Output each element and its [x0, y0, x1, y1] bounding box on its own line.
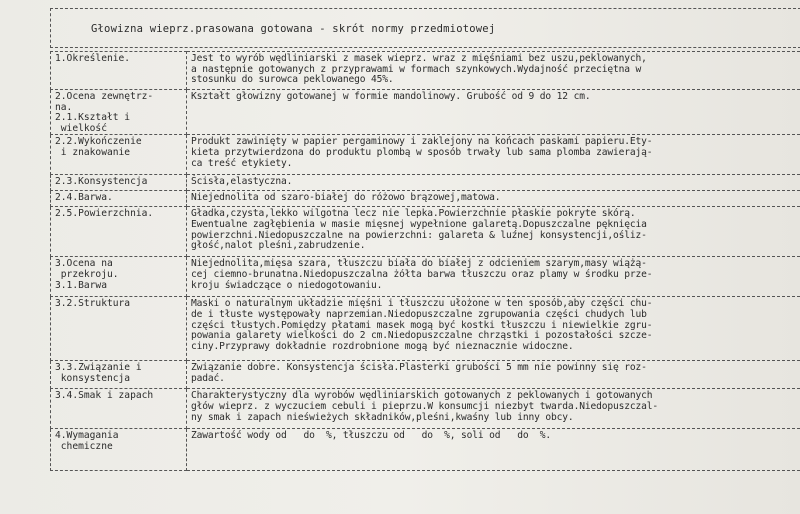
row-label: 2.4.Barwa. — [51, 191, 187, 207]
row-text: Niejednolita,mięsa szara, tłuszczu biała do białej z odcieniem szarym,masy wiążą- cej ciemno-brunatna.Niedopuszczalna żółta barwa tłuszczu oraz plamy w środku prze- kroju świadczące o niedogotowaniu. — [187, 257, 800, 297]
specification-table-body — [51, 52, 800, 471]
table-row — [51, 135, 800, 175]
table-row — [51, 191, 800, 207]
row-label: 2.Ocena zewnętrz- na. 2.1.Kształt i wielkość — [51, 90, 187, 135]
table-row — [51, 52, 800, 90]
row-label: 1.Określenie. — [51, 52, 187, 90]
row-text: Maski o naturalnym układzie mięśni i tłuszczu ułożone w ten sposób,aby części chu- de i tłuste występowały naprzemian.Niedopuszczalne zgrupowania części chudych lub części tłustych.Pomiędzy płatami masek mogą być kostki tłuszczu i niewielkie zgru- powania galarety wielkości do 2 cm.Niedopuszczalne chrząstki i pozostałości szcze- ciny.Przyprawy dokładnie rozdrobnione mogą być nieznacznie widoczne. — [187, 297, 800, 361]
table-row — [51, 207, 800, 257]
row-label: 3.Ocena na przekroju. 3.1.Barwa — [51, 257, 187, 297]
table-row — [51, 175, 800, 191]
row-text: Związanie dobre. Konsystencja ścisła.Plasterki grubości 5 mm nie powinny się roz- padać. — [187, 361, 800, 389]
row-text: Produkt zawinięty w papier pergaminowy i zaklejony na końcach paskami papieru.Ety- kieta przytwierdzona do produktu plombą w sposób trwały lub sama plomba zawierają- ca treść etykiety. — [187, 135, 800, 175]
row-text: Kształt głowizny gotowanej w formie mandolinowy. Grubość od 9 do 12 cm. — [187, 90, 800, 135]
row-label: 4.Wymagania chemiczne — [51, 429, 187, 471]
row-text: Gładka,czysta,lekko wilgotna lecz nie lepka.Powierzchnie płaskie pokryte skórą. Ewentualne zagłębienia w masie mięsnej wypełnione galaretą.Dopuszczalne pęknięcia powierzchni.Niedopuszczalne na powierzchni: galareta & luźnej konsystencji,ośliz- głość,nalot pleśni,zabrudzenie. — [187, 207, 800, 257]
row-label: 2.2.Wykończenie i znakowanie — [51, 135, 187, 175]
row-label: 2.5.Powierzchnia. — [51, 207, 187, 257]
document-title: Głowizna wieprz.prasowana gotowana - skrót normy przedmiotowej — [91, 23, 496, 35]
table-row — [51, 361, 800, 389]
table-row — [51, 257, 800, 297]
row-text: Zawartość wody od do %, tłuszczu od do %, soli od do %. — [187, 429, 800, 471]
table-row — [51, 389, 800, 429]
specification-table — [50, 51, 800, 471]
row-text: Ścisła,elastyczna. — [187, 175, 800, 191]
row-label: 3.4.Smak i zapach — [51, 389, 187, 429]
row-text: Charakterystyczny dla wyrobów wędliniarskich gotowanych z peklowanych i gotowanych głów wieprz. z wyczuciem cebuli i pieprzu.W konsumcji niezbyt twarda.Niedopuszczal- ny smak i zapach nieświeżych składników,pleśni,kwaśny lub inny obcy. — [187, 389, 800, 429]
row-label: 3.2.Struktura — [51, 297, 187, 361]
table-row — [51, 90, 800, 135]
row-label: 2.3.Konsystencja — [51, 175, 187, 191]
table-row — [51, 429, 800, 471]
row-label: 3.3.Związanie i konsystencja — [51, 361, 187, 389]
row-text: Niejednolita od szaro-białej do różowo brązowej,matowa. — [187, 191, 800, 207]
row-text: Jest to wyrób wędliniarski z masek wieprz. wraz z mięśniami bez uszu,peklowanych, a następnie gotowanych z przyprawami w formach szynkowych.Wydajność przeciętna w stosunku do surowca peklowanego 45%. — [187, 52, 800, 90]
table-row — [51, 297, 800, 361]
